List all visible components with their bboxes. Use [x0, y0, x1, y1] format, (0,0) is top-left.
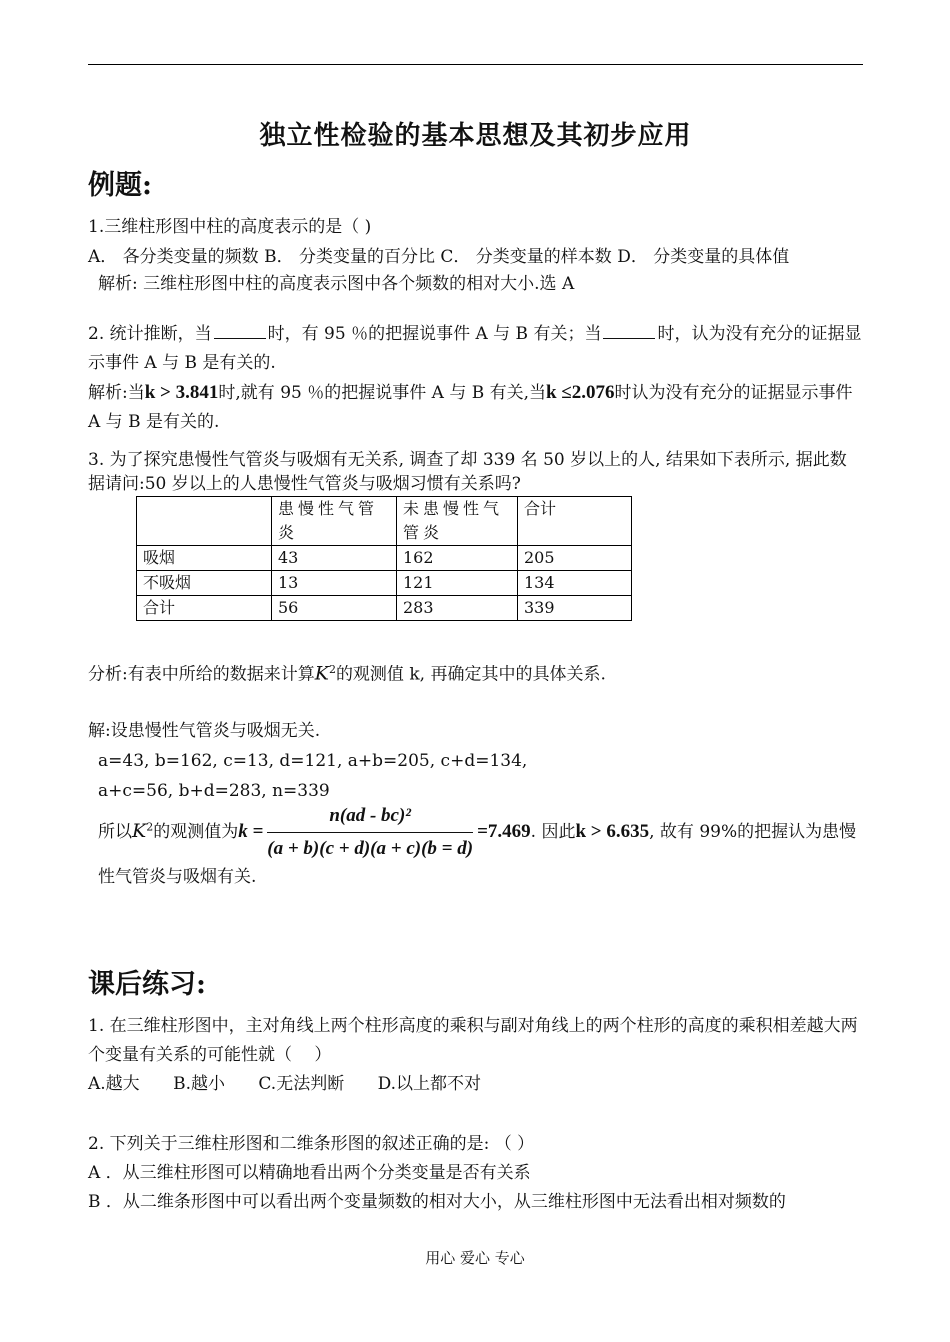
table-header-cell: 合计 — [518, 497, 632, 546]
example-2-q-text-2: 时，有 95 ％的把握说事件 A 与 B 有关；当 — [267, 324, 602, 344]
blank-line — [603, 321, 655, 339]
result-text-4: , 故有 99%的把握认为患慢性气管炎与吸烟有关. — [98, 822, 857, 887]
analysis-text-2: 的观测值 k, 再确定其中的具体关系. — [335, 664, 606, 685]
example-2-a-text-3: 时认为没有充分的证据显示事件 A 与 B 是有关的. — [88, 383, 853, 432]
option-a: A.越大 — [88, 1074, 140, 1094]
exercise-1 — [88, 1012, 863, 1099]
example-2-analysis — [88, 378, 863, 437]
exercise-2-option-a: A ．从三维柱形图可以精确地看出两个分类变量是否有关系 — [88, 1163, 531, 1183]
table-cell: 56 — [272, 596, 397, 621]
example-3-result — [88, 802, 863, 891]
example-2 — [88, 320, 863, 437]
k-superscript: 2 — [328, 663, 336, 676]
example-1-question: 1.三维柱形图中柱的高度表示的是（ ) — [88, 217, 372, 237]
table-cell: 205 — [518, 546, 632, 571]
solution-intro: 解:设患慢性气管炎与吸烟无关. — [88, 721, 321, 741]
table-row — [137, 546, 632, 571]
example-3-analysis — [88, 656, 863, 689]
example-1 — [88, 214, 863, 298]
k-symbol: K — [132, 820, 147, 842]
exercise-2-option-b: B ．从二维条形图中可以看出两个变量频数的相对大小，从三维柱形图中无法看出相对频数的 — [88, 1192, 786, 1212]
table-cell: 134 — [518, 571, 632, 596]
table-cell: 162 — [397, 546, 518, 571]
result-text-1: 所以 — [98, 822, 132, 842]
page-footer: 用心 爱心 专心 — [425, 1249, 525, 1267]
example-3-question: 3. 为了探究患慢性气管炎与吸烟有无关系, 调查了却 339 名 50 岁以上的人, 结果如下表所示, 据此数据请问:50 岁以上的人患慢性气管炎与吸烟习惯有关系吗? — [88, 450, 847, 494]
analysis-text-1: 分析:有表中所给的数据来计算 — [88, 664, 315, 685]
option-b: B.越小 — [173, 1074, 225, 1094]
exercise-2 — [88, 1130, 863, 1217]
option-c: C.无法判断 — [258, 1074, 345, 1094]
example-2-a-text-2: 时,就有 95 ％的把握说事件 A 与 B 有关,当 — [218, 383, 547, 403]
example-1-analysis: 解析: 三维柱形图中柱的高度表示图中各个频数的相对大小.选 A — [98, 274, 575, 294]
table-cell: 283 — [397, 596, 518, 621]
k-equals: k = — [238, 821, 264, 842]
blank-line — [214, 321, 266, 339]
table-header-row — [137, 497, 632, 546]
result-inequality: k > 6.635 — [575, 821, 650, 842]
exercise-1-options — [88, 1070, 863, 1099]
k-symbol: K — [314, 662, 329, 685]
table-cell: 不吸烟 — [137, 571, 272, 596]
table-cell: 吸烟 — [137, 546, 272, 571]
smoking-table — [136, 496, 632, 621]
table-cell: 339 — [518, 596, 632, 621]
table-header-cell: 患慢性气管炎 — [272, 497, 397, 546]
solution-line-1: a=43, b=162, c=13, d=121, a+b=205, c+d=134, — [98, 751, 528, 771]
example-2-q-text-3: 时，认为没有充分的证据显示事件 A 与 B 是有关的. — [88, 324, 862, 373]
example-2-a-text-1: 解析:当 — [88, 383, 145, 403]
table-cell: 43 — [272, 546, 397, 571]
table-cell: 合计 — [137, 596, 272, 621]
header-rule — [88, 64, 863, 65]
example-2-question — [88, 320, 863, 378]
table-header-cell — [137, 497, 272, 546]
table-cell: 13 — [272, 571, 397, 596]
exercise-2-question: 2. 下列关于三维柱形图和二维条形图的叙述正确的是: （ ） — [88, 1134, 535, 1154]
table-cell: 121 — [397, 571, 518, 596]
example-2-q-text-1: 2. 统计推断，当 — [88, 324, 212, 344]
solution-line-2: a+c=56, b+d=283, n=339 — [98, 781, 330, 801]
formula-value: =7.469 — [477, 821, 531, 842]
result-text-3: . 因此 — [530, 822, 576, 842]
example-1-options: A． 各分类变量的频数 B． 分类变量的百分比 C． 分类变量的样本数 D． 分类变量的具体值 — [88, 247, 790, 267]
example-2-math-2: k ≤2.076 — [546, 382, 615, 403]
option-d: D.以上都不对 — [377, 1074, 482, 1094]
table-row — [137, 571, 632, 596]
formula-denominator: (a + b)(c + d)(a + c)(b = d) — [267, 838, 474, 859]
table-header-cell: 未患慢性气管炎 — [397, 497, 518, 546]
example-3-solution — [88, 716, 863, 806]
chi-square-formula — [267, 802, 473, 863]
examples-heading: 例题: — [88, 170, 152, 201]
exercises-heading: 课后练习: — [88, 969, 206, 1000]
page-title: 独立性检验的基本思想及其初步应用 — [259, 121, 692, 151]
k-superscript: 2 — [146, 820, 154, 834]
table-row — [137, 596, 632, 621]
result-line — [88, 802, 863, 891]
result-text-2: 的观测值为 — [153, 822, 239, 842]
formula-numerator: n(ad - bc)² — [267, 802, 473, 833]
exercise-1-question: 1. 在三维柱形图中，主对角线上两个柱形高度的乘积与副对角线上的两个柱形的高度的乘积相差越大两个变量有关系的可能性就（ ） — [88, 1016, 858, 1065]
example-2-math-1: k > 3.841 — [144, 382, 219, 403]
